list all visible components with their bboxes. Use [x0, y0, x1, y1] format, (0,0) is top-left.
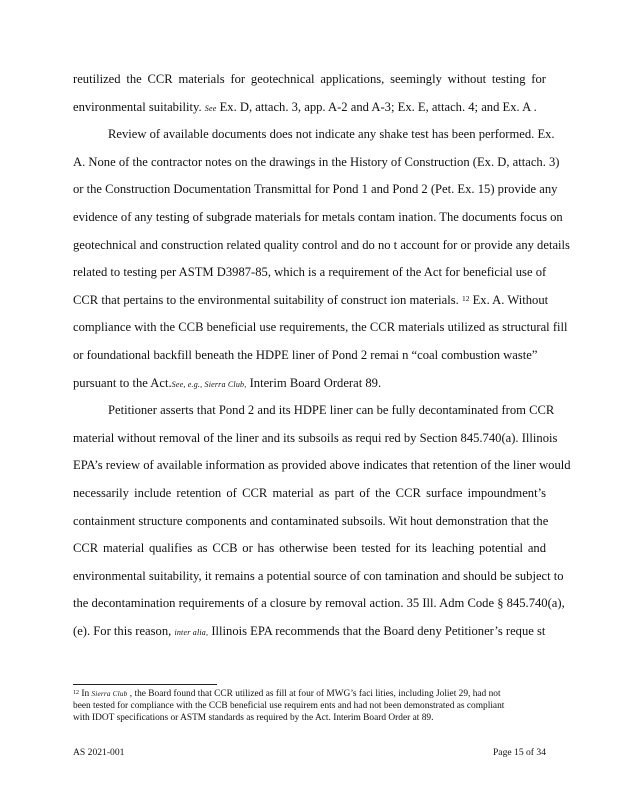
case-name: Sierra Club: [91, 690, 128, 698]
footnote-line: [73, 688, 547, 700]
text-run: In: [79, 689, 92, 699]
page-number: Page 15 of 34: [492, 747, 546, 758]
body-line: A. None of the contractor notes on the drawings in the History of Construction (Ex. D, attach. 3): [73, 154, 560, 169]
page-footer: [73, 747, 546, 758]
body-line: containment structure components and contaminated subsoils. Wit hout demonstration that the: [73, 513, 549, 528]
text-run: environmental suitability.: [73, 99, 205, 114]
body-line: the decontamination requirements of a closure by removal action. 35 Ill. Adm Code § 845.740(a),: [73, 596, 565, 611]
body-line: or the Construction Documentation Transmittal for Pond 1 and Pond 2 (Pet. Ex. 15) provide any: [73, 182, 558, 197]
text-run: CCR that pertains to the environmental suitability of construct ion materials.: [73, 292, 462, 307]
text-run: Ex. D, attach. 3, app. A-2 and A-3; Ex. E, attach. 4; and Ex. A .: [216, 99, 537, 114]
body-line: EPA’s review of available information as provided above indicates that retention of the liner would: [73, 458, 571, 473]
text-run: Interim Board Orderat 89.: [246, 375, 382, 390]
body-line: necessarily include retention of CCR material as part of the CCR surface impoundment’s: [73, 485, 546, 500]
paragraph-start-line: Petitioner asserts that Pond 2 and its HDPE liner can be fully decontaminated from CCR: [108, 403, 555, 418]
text-run: Illinois EPA recommends that the Board deny Petitioner’s reque st: [208, 623, 546, 638]
body-text: [73, 66, 571, 645]
body-line: [73, 370, 546, 398]
body-line: environmental suitability, it remains a potential source of con tamination and should be subject to: [73, 568, 564, 583]
footnote-separator: [73, 684, 217, 685]
footnote-line: with IDOT specifications or ASTM standards as required by the Act. Interim Board Order at 89.: [73, 713, 434, 723]
text-run: pursuant to the Act.: [73, 375, 172, 390]
body-line: related to testing per ASTM D3987-85, which is a requirement of the Act for beneficial use of: [73, 265, 547, 280]
body-line: compliance with the CCB beneficial use requirements, the CCR materials utilized as structural fill: [73, 320, 568, 335]
docket-number: AS 2021-001: [73, 747, 125, 758]
footnote-number: 12: [73, 690, 79, 696]
citation-signal: See, e.g., Sierra Club,: [171, 379, 247, 389]
text-run: , the Board found that CCR utilized as fill at four of MWG’s faci lities, including Joliet 29, had not: [127, 689, 501, 699]
body-line: CCR material qualifies as CCB or has otherwise been tested for its leaching potential and: [73, 541, 546, 556]
body-line: [73, 94, 546, 122]
footnote-reference[interactable]: 12: [461, 293, 470, 303]
body-line: reutilized the CCR materials for geotechnical applications, seemingly without testing for: [73, 72, 546, 86]
body-line: material without removal of the liner and its subsoils as requi red by Section 845.740(a). Illinois: [73, 430, 558, 445]
footnote-line: been tested for compliance with the CCB beneficial use requirem ents and had not been demonstrated as compliant: [73, 701, 505, 711]
latin-phrase: inter alia,: [174, 627, 209, 637]
body-line: or foundational backfill beneath the HDPE liner of Pond 2 remai n “coal combustion waste”: [73, 347, 538, 362]
footnote-12: [73, 688, 547, 724]
text-run: (e). For this reason,: [73, 623, 175, 638]
citation-signal: See: [204, 103, 217, 113]
paragraph-start-line: Review of available documents does not indicate any shake test has been performed. Ex.: [108, 127, 555, 142]
body-line: geotechnical and construction related quality control and do no t account for or provide any details: [73, 237, 570, 252]
body-line: [73, 287, 549, 315]
body-line: evidence of any testing of subgrade materials for metals contam ination. The documents focus on: [73, 209, 563, 224]
text-run: Ex. A. Without: [469, 292, 549, 307]
body-line: [73, 618, 546, 646]
